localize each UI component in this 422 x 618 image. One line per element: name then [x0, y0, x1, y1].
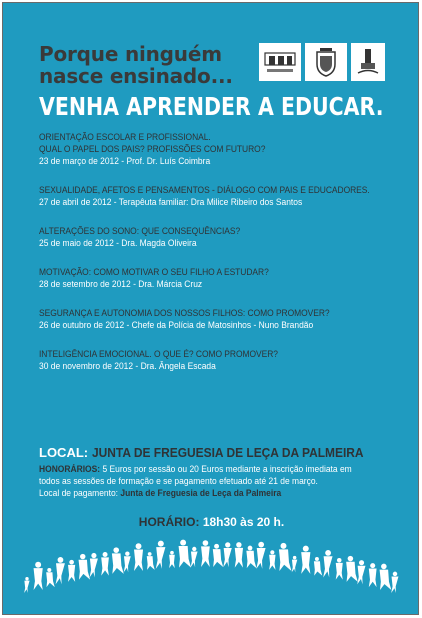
session-detail: 30 de novembro de 2012 - Dra. Ângela Escada — [39, 361, 216, 371]
main-title: VENHA APRENDER A EDUCAR. — [39, 92, 384, 121]
session-detail: 27 de abril de 2012 - Terapêuta familiar: Dra Milice Ribeiro dos Santos — [39, 197, 303, 207]
person-silhouette-icon — [79, 554, 91, 580]
person-silhouette-icon — [124, 552, 131, 573]
session-detail: 23 de março de 2012 - Prof. Dr. Luís Coimbra — [39, 156, 211, 166]
person-silhouette-icon — [256, 542, 265, 569]
session-item — [39, 307, 399, 331]
person-silhouette-icon — [134, 543, 143, 571]
agrupamento-logo — [259, 43, 301, 81]
person-silhouette-icon — [357, 560, 365, 584]
fees-description: 5 Euros por sessão ou 20 Euros mediante a inscrição imediata em todos as sessões de formação e se pagamento efetuado até 21 de março. — [39, 464, 352, 486]
person-silhouette-icon — [46, 568, 55, 587]
person-silhouette-icon — [346, 556, 358, 582]
fees-label: HONORÁRIOS: — [39, 464, 101, 474]
session-topic: ALTERAÇÕES DO SONO: QUE CONSEQUÊNCIAS? — [39, 226, 241, 236]
parish-logo — [351, 43, 385, 81]
headline-line-1: Porque ninguém — [39, 42, 222, 66]
person-silhouette-icon — [269, 550, 275, 570]
person-silhouette-icon — [279, 543, 292, 571]
person-silhouette-icon — [292, 556, 298, 572]
venue-block — [39, 445, 399, 499]
venue-label: LOCAL: — [39, 445, 89, 460]
venue-line — [39, 445, 399, 461]
session-detail: 25 de maio de 2012 - Dra. Magda Oliveira — [39, 238, 197, 248]
crowd-silhouette-illustration — [21, 537, 401, 597]
schedule-line — [3, 515, 419, 529]
person-silhouette-icon — [235, 542, 243, 568]
person-silhouette-icon — [391, 572, 398, 593]
payment-label: Local de pagamento: — [39, 488, 119, 498]
session-topic: SEXUALIDADE, AFETOS E PENSAMENTOS - DIÁLOGO COM PAIS E EDUCADORES. — [39, 185, 370, 195]
person-silhouette-icon — [68, 560, 75, 582]
venue-name: JUNTA DE FREGUESIA DE LEÇA DA PALMEIRA — [91, 445, 364, 460]
session-item — [39, 184, 399, 208]
person-silhouette-icon — [147, 552, 155, 570]
person-silhouette-icon — [213, 544, 223, 567]
person-silhouette-icon — [336, 558, 343, 580]
person-silhouette-icon — [112, 547, 124, 574]
person-silhouette-icon — [24, 577, 29, 593]
headline-line-2: nasce ensinado... — [39, 64, 233, 88]
person-silhouette-icon — [34, 562, 43, 590]
session-item — [39, 348, 399, 372]
session-item — [39, 266, 399, 290]
headline — [39, 43, 259, 87]
session-detail: 28 de setembro de 2012 - Dra. Márcia Cruz — [39, 279, 203, 289]
session-topic: ORIENTAÇÃO ESCOLAR E PROFISSIONAL. — [39, 132, 211, 142]
person-silhouette-icon — [369, 563, 377, 587]
person-silhouette-icon — [246, 546, 256, 568]
session-topic: QUAL O PAPEL DOS PAIS? PROFISSÕES COM FUTURO? — [39, 144, 266, 154]
person-silhouette-icon — [323, 550, 332, 578]
person-silhouette-icon — [314, 557, 322, 576]
payment-text — [39, 487, 377, 499]
session-detail: 26 de outubro de 2012 - Chefe da Polícia de Matosinhos - Nuno Brandão — [39, 320, 314, 330]
session-topic: INTELIGÊNCIA EMOCIONAL. O QUE É? COMO PROMOVER? — [39, 349, 278, 359]
person-silhouette-icon — [223, 542, 232, 567]
session-item — [39, 225, 399, 249]
fees-text — [39, 463, 374, 487]
municipal-crest-logo — [305, 43, 347, 81]
sponsor-logos — [259, 43, 385, 81]
person-silhouette-icon — [201, 540, 210, 567]
schedule-value: 18h30 às 20 h. — [202, 515, 285, 529]
person-silhouette-icon — [101, 552, 109, 576]
session-list — [39, 131, 399, 389]
person-silhouette-icon — [380, 564, 392, 590]
session-topic: MOTIVAÇÃO: COMO MOTIVAR O SEU FILHO A ESTUDAR? — [39, 267, 269, 277]
schedule-label: HORÁRIO: — [138, 515, 200, 529]
person-silhouette-icon — [179, 540, 191, 568]
person-silhouette-icon — [90, 553, 98, 578]
person-silhouette-icon — [169, 551, 175, 568]
session-topic: SEGURANÇA E AUTONOMIA DOS NOSSOS FILHOS: COMO PROMOVER? — [39, 308, 330, 318]
person-silhouette-icon — [156, 541, 166, 569]
person-silhouette-icon — [191, 547, 198, 567]
person-silhouette-icon — [301, 546, 310, 574]
session-item — [39, 131, 399, 167]
payment-location: Junta de Freguesia de Leça da Palmeira — [120, 488, 282, 498]
person-silhouette-icon — [56, 557, 65, 584]
poster — [2, 2, 419, 615]
